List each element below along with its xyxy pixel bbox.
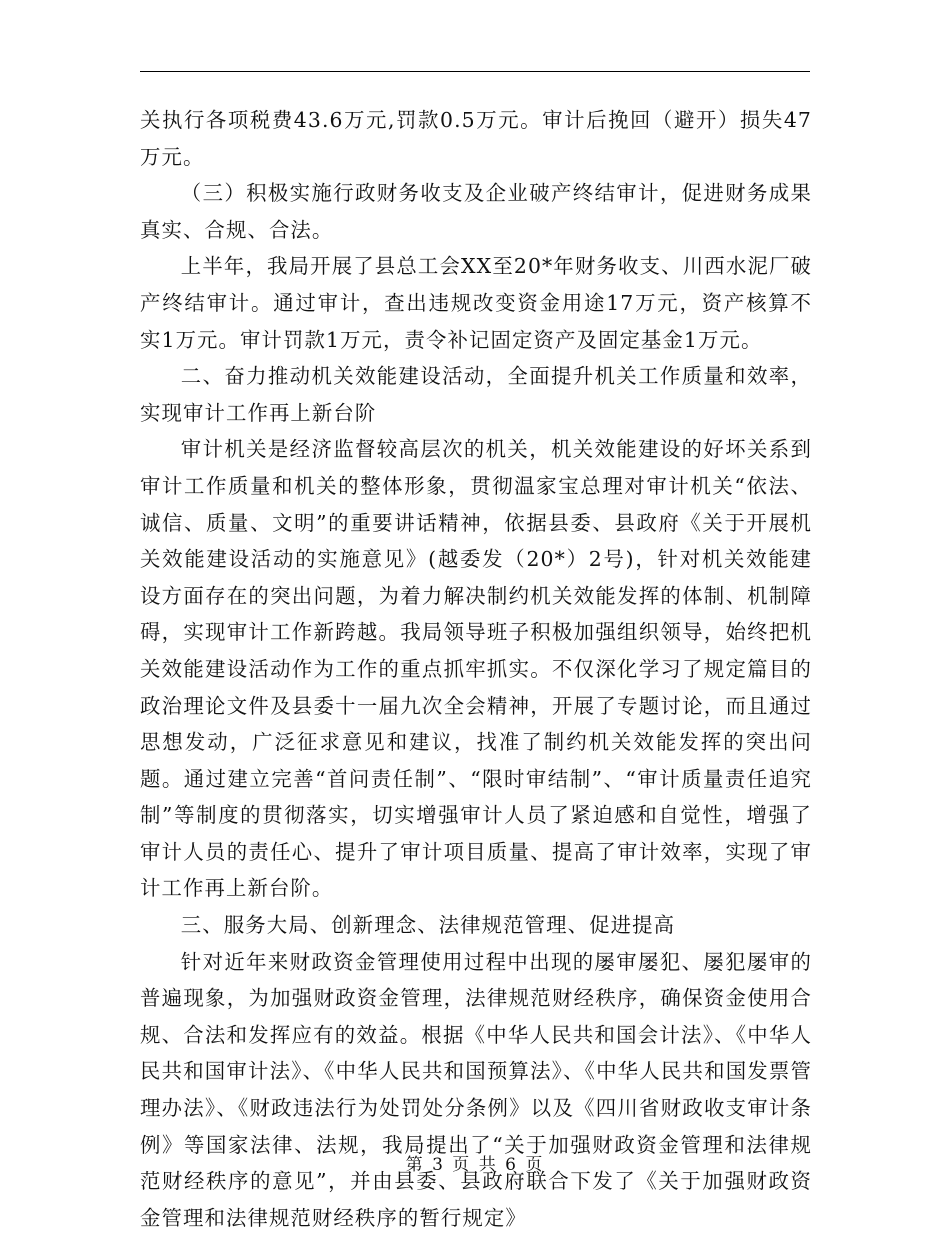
page-footer: 第 3 页 共 6 页 — [405, 1155, 545, 1175]
paragraph-1: 关执行各项税费43.6万元,罚款0.5万元。审计后挽回（避开）损失47万元。 — [140, 108, 812, 169]
document-body — [140, 102, 812, 1236]
paragraph-2: （三）积极实施行政财务收支及企业破产终结审计，促进财务成果真实、合规、合法。 — [140, 181, 812, 242]
paragraph-7: 针对近年来财政资金管理使用过程中出现的屡审屡犯、屡犯屡审的普遍现象，为加强财政资金管理，法律规范财经秩序，确保资金使用合规、合法和发挥应有的效益。根据《中华人民共和国会计法》、《中华人民共和国审计法》、《中华人民共和国预算法》、《中华人民共和国发票管理办法》、《财政违法行为处罚处分条例》以及《四川省财政收支审计条例》等国家法律、法规，我局提出了“关于加强财政资金管理和法律规范财经秩序的意见”，并由县委、县政府联合下发了《关于加强财政资金管理和法律规范财经秩序的暂行规定》 — [140, 949, 812, 1230]
section-heading-2: 二、奋力推动机关效能建设活动，全面提升机关工作质量和效率，实现审计工作再上新台阶 — [140, 364, 812, 425]
paragraph-5: 审计机关是经济监督较高层次的机关，机关效能建设的好坏关系到审计工作质量和机关的整体形象，贯彻温家宝总理对审计机关“依法、诚信、质量、文明”的重要讲话精神，依据县委、县政府《关于开展机关效能建设活动的实施意见》(越委发（20*）2号)，针对机关效能建设方面存在的突出问题，为着力解决制约机关效能发挥的体制、机制障碍，实现审计工作新跨越。我局领导班子积极加强组织领导，始终把机关效能建设活动作为工作的重点抓牢抓实。不仅深化学习了规定篇目的政治理论文件及县委十一届九次全会精神，开展了专题讨论，而且通过思想发动，广泛征求意见和建议，找准了制约机关效能发挥的突出问题。通过建立完善“首问责任制”、“限时审结制”、“审计质量责任追究制”等制度的贯彻落实，切实增强审计人员了紧迫感和自觉性，增强了审计人员的责任心、提升了审计项目质量、提高了审计效率，实现了审计工作再上新台阶。 — [140, 437, 812, 901]
paragraph-3: 上半年，我局开展了县总工会XX至20*年财务收支、川西水泥厂破产终结审计。通过审计，查出违规改变资金用途17万元，资产核算不实1万元。审计罚款1万元，责令补记固定资产及固定基金1万元。 — [140, 254, 812, 352]
section-heading-3: 三、服务大局、创新理念、法律规范管理、促进提高 — [180, 913, 676, 938]
header-rule — [140, 71, 810, 72]
